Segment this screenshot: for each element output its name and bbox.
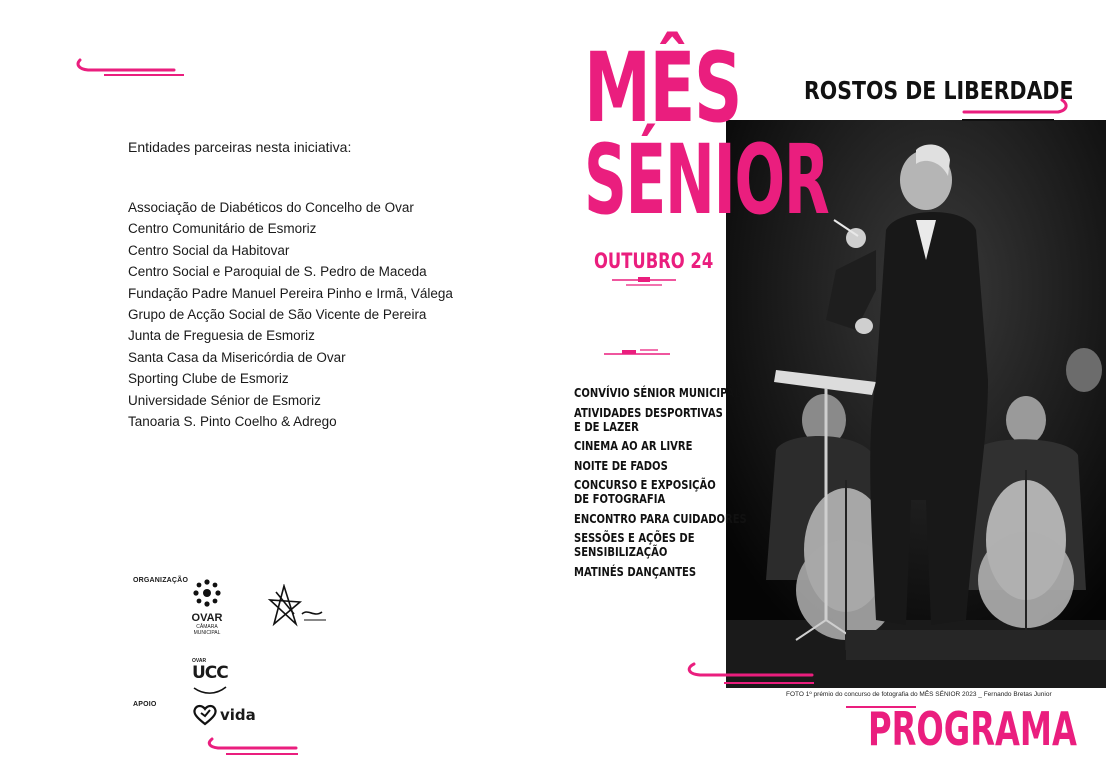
event-date: OUTUBRO 24 (594, 249, 714, 273)
program-item: ENCONTRO PARA CUIDADORES (574, 510, 747, 526)
heart-icon (192, 704, 218, 726)
subtitle-rostos-de-liberdade: ROSTOS DE LIBERDADE (804, 76, 1074, 105)
partners-list (128, 197, 453, 432)
programa-heading: PROGRAMA (868, 702, 1077, 756)
ucc-logo (192, 658, 236, 700)
partners-heading: Entidades parceiras nesta iniciativa: (128, 139, 352, 155)
ucc-logo-top: OVAR (192, 658, 207, 664)
subtitle-underline-swoosh (962, 98, 1072, 126)
program-divider-ornament (604, 348, 670, 358)
ucc-swoosh-icon (192, 685, 232, 695)
ovar-logo-sub2: MUNICIPAL (193, 630, 221, 636)
partner-item: Santa Casa da Misericórdia de Ovar (128, 349, 346, 365)
partner-item: Junta de Freguesia de Esmoriz (128, 328, 315, 344)
partner-item: Tanoaria S. Pinto Coelho & Adrego (128, 414, 337, 430)
partner-item: Universidade Sénior de Esmoriz (128, 392, 321, 408)
organizacao-label: ORGANIZAÇÃO (133, 577, 189, 584)
title-line-mes: MÊS (584, 32, 741, 144)
partner-item: Fundação Padre Manuel Pereira Pinho e Irmã, Válega (128, 285, 453, 301)
photo-bottom-swoosh (684, 662, 814, 690)
photo-caption: FOTO 1º prémio do concurso de fotografia do MÊS SÉNIOR 2023 _ Fernando Bretas Junior (786, 691, 1052, 698)
program-item: CONVÍVIO SÉNIOR MUNICIPAL (574, 385, 741, 400)
vida-logo (192, 704, 256, 726)
program-list (574, 386, 794, 584)
partner-item: Centro Comunitário de Esmoriz (128, 221, 317, 237)
partner-item: Associação de Diabéticos do Concelho de Ovar (128, 200, 414, 215)
bottom-left-swoosh (206, 736, 298, 758)
program-item: MATINÉS DANÇANTES (574, 563, 697, 579)
program-item: NOITE DE FADOS (574, 457, 668, 473)
date-underline-ornament (612, 277, 676, 289)
partner-item: Sporting Clube de Esmoriz (128, 371, 289, 387)
program-item: SESSÕES E AÇÕES DE SENSIBILIZAÇÃO (574, 530, 695, 559)
partner-item: Grupo de Acção Social de São Vicente de Pereira (128, 307, 427, 323)
partner-item: Centro Social e Paroquial de S. Pedro de Maceda (128, 264, 427, 280)
program-item: CINEMA AO AR LIVRE (574, 438, 693, 453)
ovar-logo-sub1: CÂMARA (196, 624, 218, 630)
top-left-swoosh (74, 56, 184, 78)
ovar-emblem-icon (191, 578, 223, 608)
program-item: ATIVIDADES DESPORTIVAS E DE LAZER (574, 404, 723, 434)
abstract-star-logo-icon (266, 584, 330, 630)
program-item: CONCURSO E EXPOSIÇÃO DE FOTOGRAFIA (574, 477, 716, 506)
title-line-senior: SÉNIOR (584, 124, 829, 236)
ucc-logo-name: UCC (192, 663, 228, 683)
ovar-logo (190, 578, 224, 636)
ovar-logo-name: OVAR (191, 612, 223, 624)
partner-item: Centro Social da Habitovar (128, 242, 290, 258)
vida-logo-name: vida (220, 706, 256, 724)
partner-abstract-logo (266, 584, 330, 635)
apoio-label: APOIO (133, 701, 157, 708)
